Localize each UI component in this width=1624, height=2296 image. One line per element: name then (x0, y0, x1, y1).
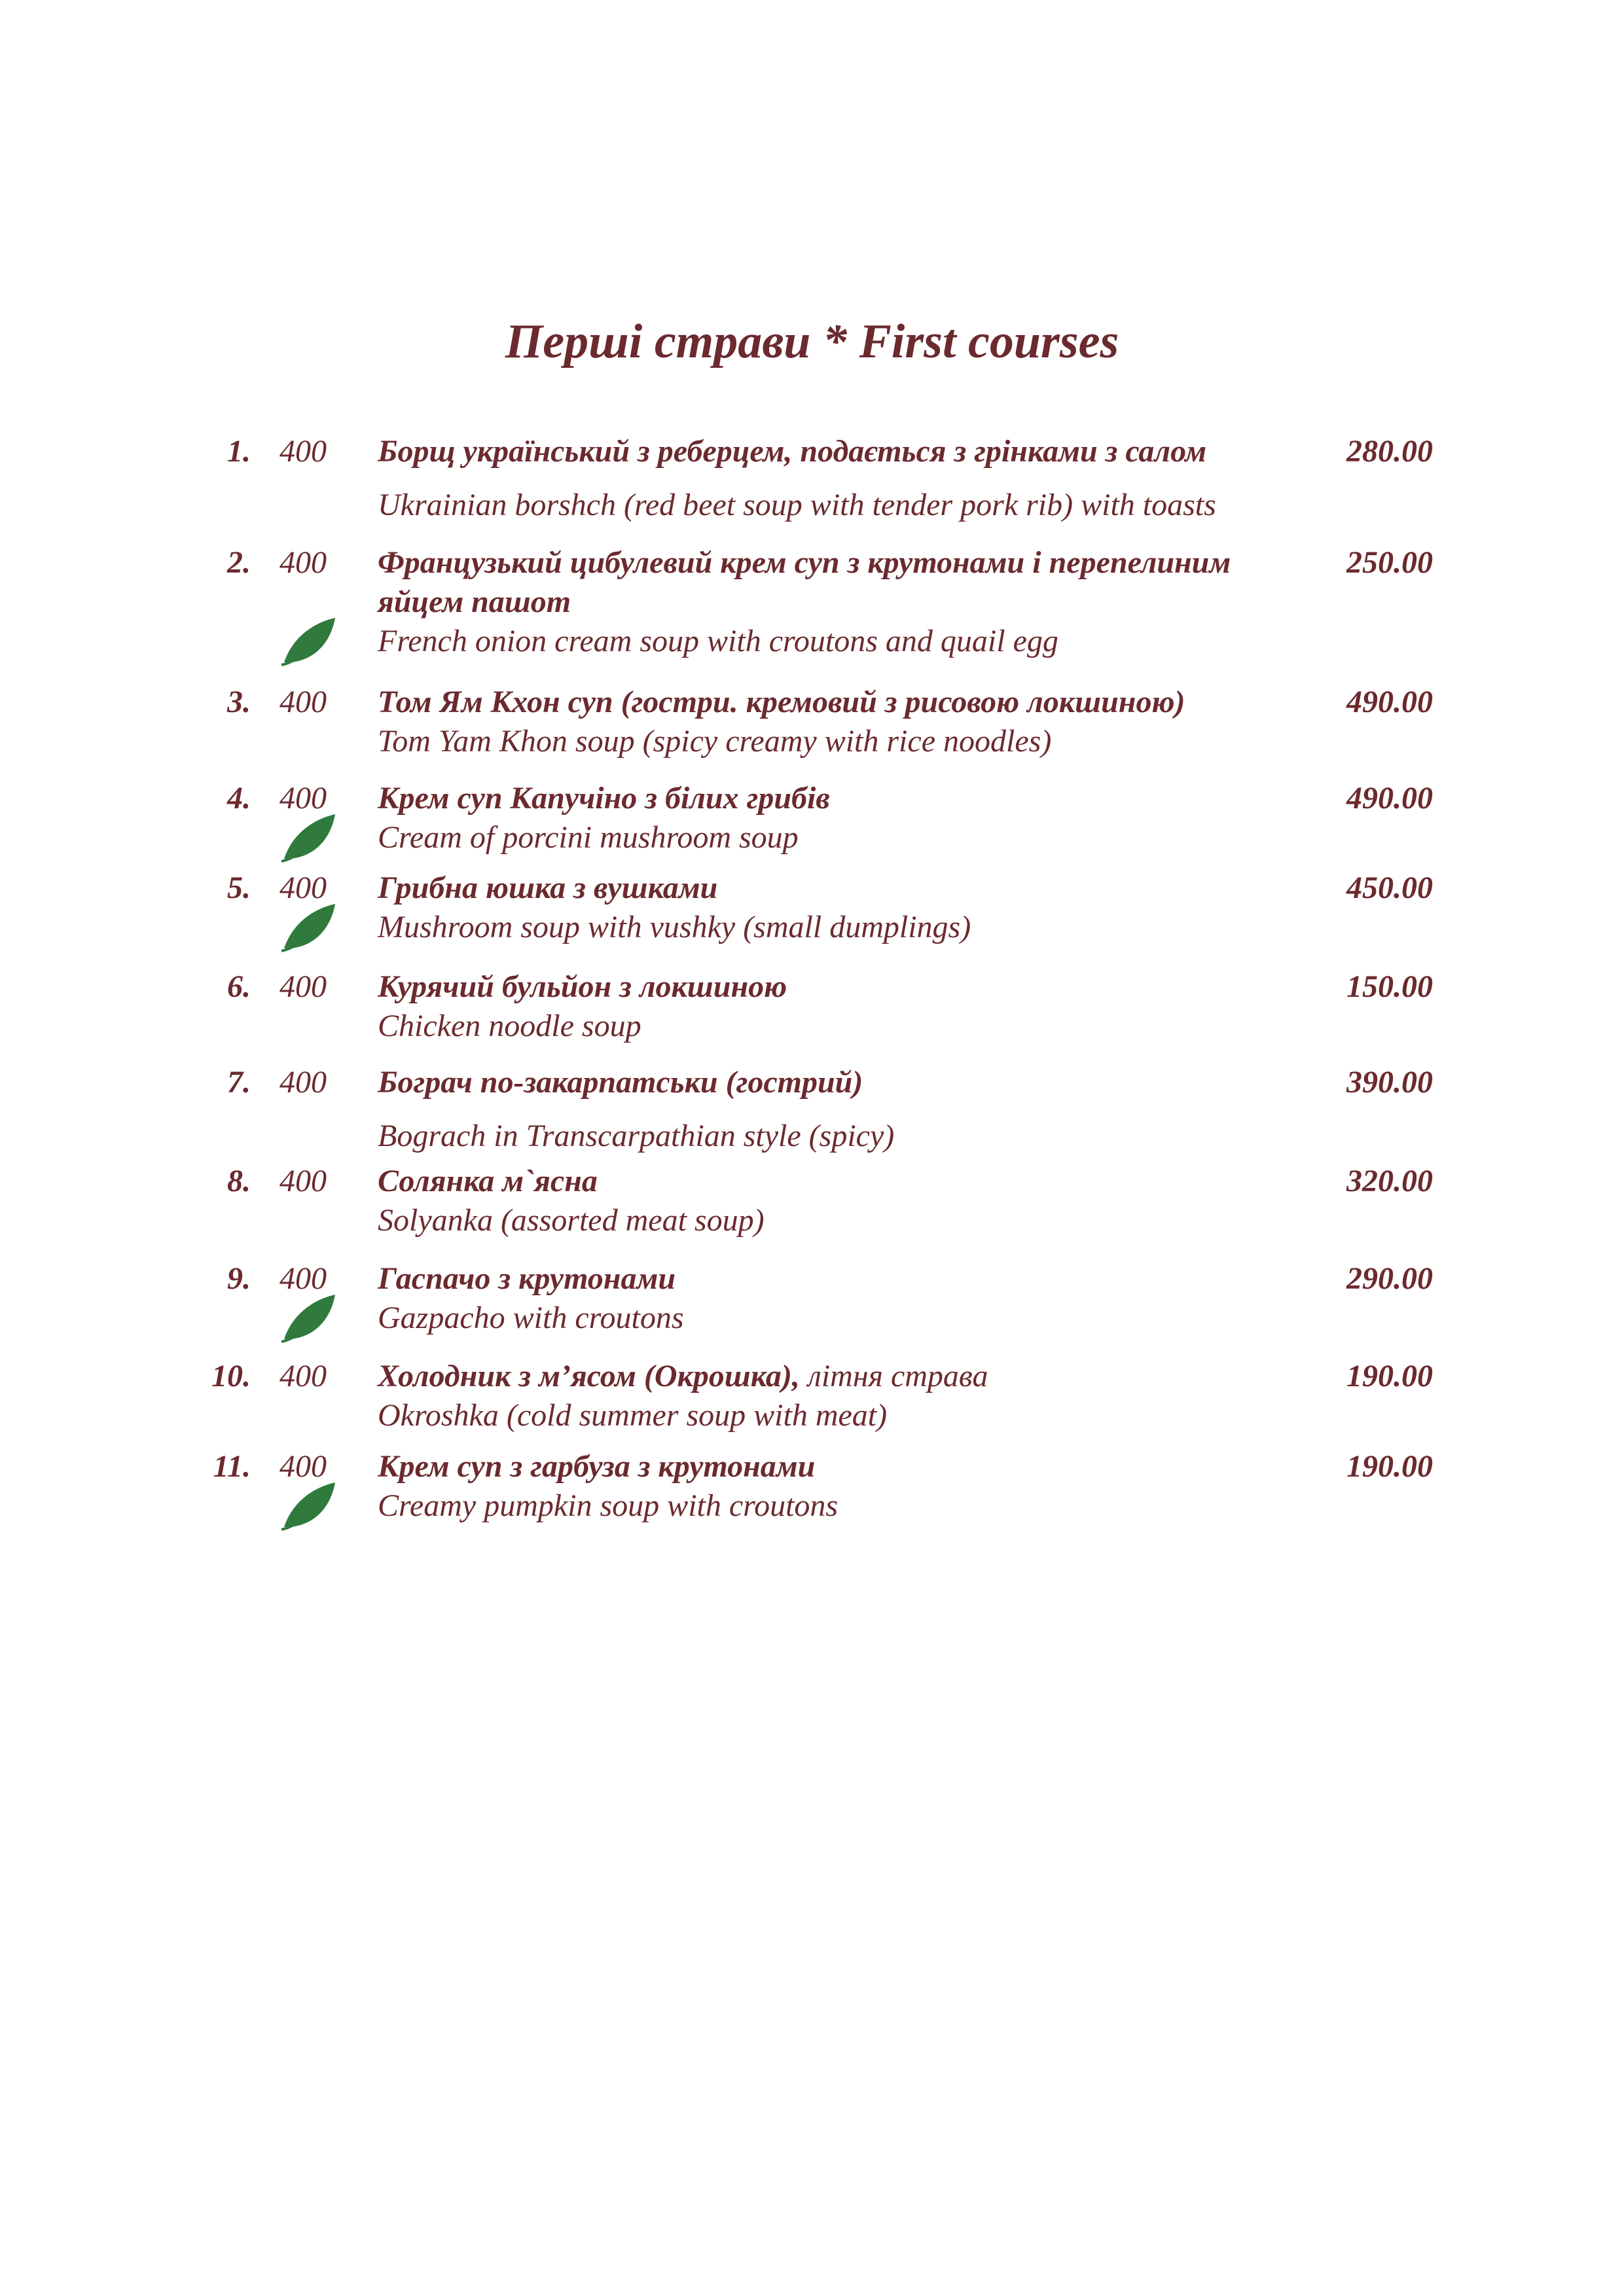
item-name-en: Cream of porcini mushroom soup (378, 820, 799, 855)
item-names (378, 869, 1307, 947)
green-leaf-icon (279, 1292, 339, 1344)
item-number: 3. (227, 685, 251, 719)
menu-item (0, 1357, 1624, 1448)
menu-item (0, 1162, 1624, 1253)
item-names (378, 1162, 1307, 1240)
item-number: 4. (227, 781, 251, 816)
item-number: 9. (227, 1261, 251, 1296)
item-number: 10. (211, 1359, 251, 1393)
item-name-en: Bograch in Transcarpathian style (spicy) (378, 1119, 895, 1153)
menu-item (0, 869, 1624, 960)
green-leaf-icon (279, 812, 339, 864)
green-leaf-icon (279, 1480, 339, 1532)
item-name-en: Okroshka (cold summer soup with meat) (378, 1398, 888, 1433)
item-names (378, 1357, 1307, 1435)
page-title: Перші страви * First courses (505, 315, 1119, 368)
item-weight: 400 (280, 685, 327, 719)
item-name-ua-note: літня страва (799, 1359, 988, 1393)
item-name-ua: Бограч по-закарпатськи (гострий) (378, 1065, 863, 1100)
item-name-ua: Крем суп Капучіно з білих грибів (378, 781, 830, 816)
item-names (378, 432, 1307, 525)
item-name-ua: Том Ям Кхон суп (гостри. кремовий з рисовою локшиною) (378, 685, 1185, 719)
item-name-ua-main: Холодник з м’ясом (Окрошка), (378, 1359, 800, 1393)
item-name-ua: Гаспачо з крутонами (378, 1261, 676, 1296)
item-number: 6. (227, 969, 251, 1004)
green-leaf-icon (279, 615, 339, 668)
item-weight: 400 (280, 1449, 327, 1484)
item-number: 11. (213, 1449, 251, 1484)
menu-item (0, 683, 1624, 774)
item-price: 190.00 (1346, 1449, 1433, 1484)
item-name-en: Mushroom soup with vushky (small dumplings) (378, 910, 971, 944)
item-number: 8. (227, 1164, 251, 1198)
item-weight: 400 (280, 434, 327, 469)
item-price: 450.00 (1346, 870, 1433, 905)
item-weight: 400 (280, 969, 327, 1004)
item-names (378, 967, 1307, 1046)
item-name-ua: Курячий бульйон з локшиною (378, 969, 787, 1004)
item-name-en: Gazpacho with croutons (378, 1300, 684, 1335)
item-names (378, 1447, 1307, 1526)
menu-item (0, 1259, 1624, 1351)
item-names (378, 1063, 1307, 1156)
item-weight: 400 (280, 781, 327, 816)
menu-item (0, 967, 1624, 1059)
menu-item (0, 432, 1624, 524)
item-weight: 400 (280, 1164, 327, 1198)
item-weight: 400 (280, 545, 327, 580)
item-price: 290.00 (1346, 1261, 1433, 1296)
item-number: 1. (227, 434, 251, 469)
item-name-ua (378, 1357, 1307, 1396)
item-name-ua: Грибна юшка з вушками (378, 870, 718, 905)
item-price: 490.00 (1346, 781, 1433, 816)
item-number: 2. (227, 545, 251, 580)
item-price: 490.00 (1346, 685, 1433, 719)
item-price: 150.00 (1346, 969, 1433, 1004)
menu-item (0, 543, 1624, 661)
item-names (378, 1259, 1307, 1338)
item-names (378, 779, 1307, 857)
item-name-en: French onion cream soup with croutons and quail egg (378, 624, 1058, 658)
item-name-ua: Борщ український з реберцем, подається з грінками з салом (378, 434, 1207, 469)
item-name-en: Chicken noodle soup (378, 1009, 641, 1043)
item-number: 7. (227, 1065, 251, 1100)
item-weight: 400 (280, 1359, 327, 1393)
item-name-en: Solyanka (assorted meat soup) (378, 1203, 765, 1238)
item-price: 280.00 (1346, 434, 1433, 469)
menu-item (0, 1447, 1624, 1539)
item-price: 190.00 (1346, 1359, 1433, 1393)
item-name-ua: Французький цибулевий крем суп з крутонами і перепелиним яйцем пашот (378, 545, 1231, 619)
green-leaf-icon (279, 901, 339, 954)
menu-item (0, 779, 1624, 870)
item-names (378, 543, 1307, 661)
item-price: 250.00 (1346, 545, 1433, 580)
item-name-en: Tom Yam Khon soup (spicy creamy with rice noodles) (378, 724, 1052, 759)
menu-item (0, 1063, 1624, 1155)
item-price: 390.00 (1346, 1065, 1433, 1100)
item-name-en: Creamy pumpkin soup with croutons (378, 1488, 839, 1523)
item-name-ua: Крем суп з гарбуза з крутонами (378, 1449, 816, 1484)
item-name-en: Ukrainian borshch (red beet soup with tender pork rib) with toasts (378, 488, 1216, 522)
item-price: 320.00 (1346, 1164, 1433, 1198)
item-name-ua: Солянка м`ясна (378, 1164, 598, 1198)
item-weight: 400 (280, 870, 327, 905)
item-number: 5. (227, 870, 251, 905)
item-names (378, 683, 1307, 761)
item-weight: 400 (280, 1065, 327, 1100)
item-weight: 400 (280, 1261, 327, 1296)
